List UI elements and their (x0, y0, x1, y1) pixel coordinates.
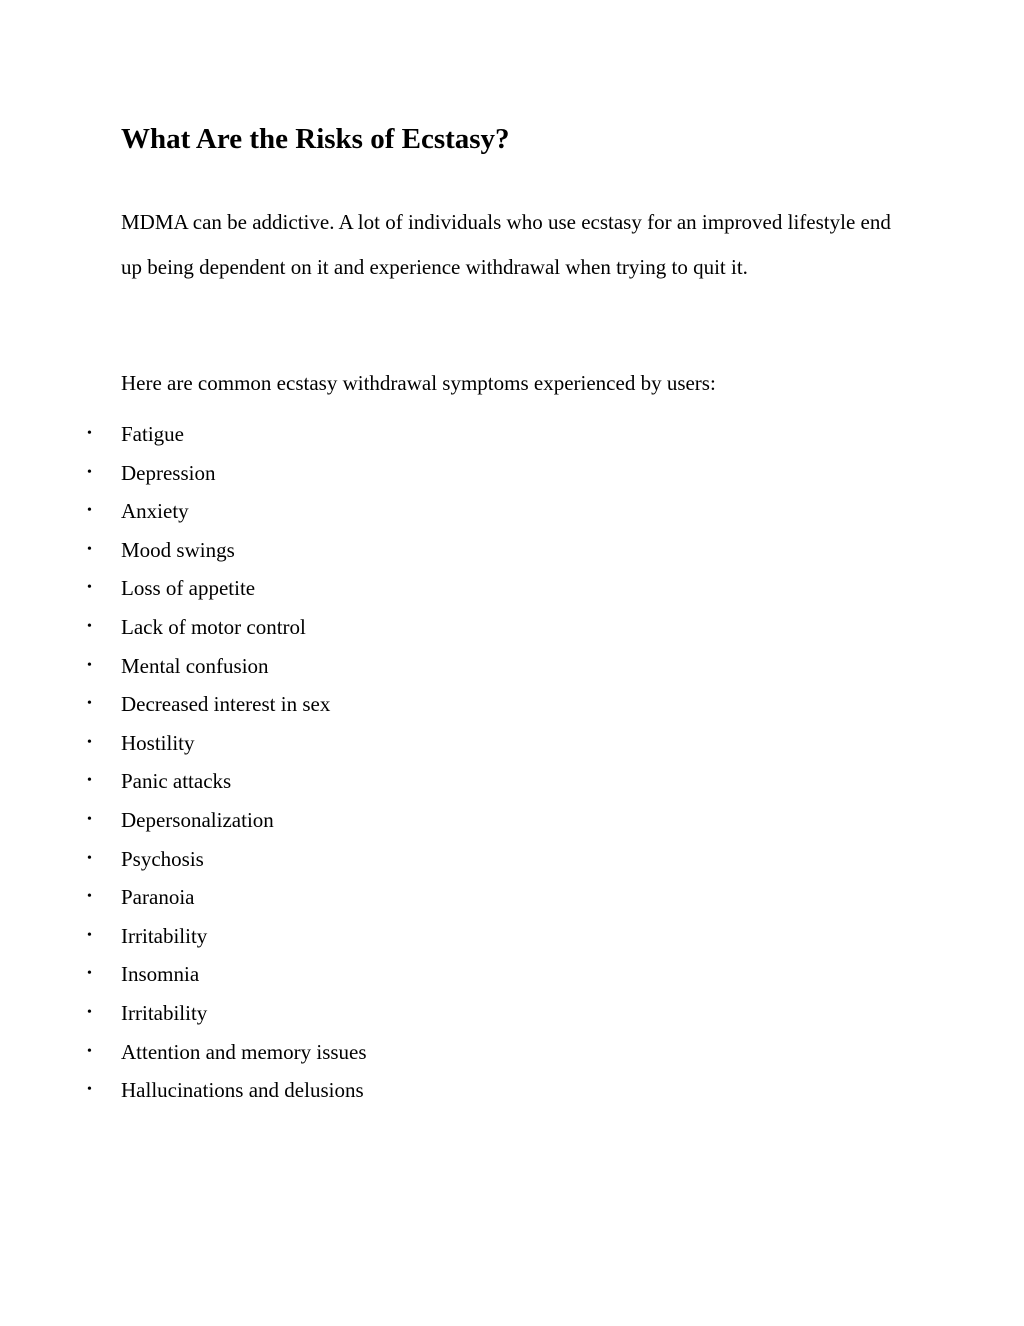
symptom-label: Mental confusion (121, 653, 269, 678)
symptom-label: Hostility (121, 730, 195, 755)
symptom-label: Fatigue (121, 422, 184, 446)
symptom-label: Mood swings (121, 537, 235, 562)
body-paragraph: MDMA can be addictive. A lot of individuals who use ecstasy for an improved lifestyle end up being dependent on it and experience withdrawal when trying to quit it. (121, 210, 891, 279)
symptom-label: Psychosis (121, 846, 204, 871)
bullet-icon: • (87, 773, 92, 789)
bullet-icon: • (87, 426, 92, 441)
bullet-icon: • (87, 618, 92, 634)
page-title: What Are the Risks of Ecstasy? (121, 123, 510, 155)
symptom-label: Lack of motor control (121, 614, 306, 639)
symptom-label: Depression (121, 460, 216, 485)
symptom-label: Anxiety (121, 499, 189, 524)
bullet-icon: • (87, 889, 92, 905)
symptom-label: Irritability (121, 1000, 208, 1025)
symptom-label: Irritability (121, 923, 208, 948)
symptom-label: Panic attacks (121, 769, 232, 794)
bullet-icon: • (87, 580, 92, 596)
bullet-icon: • (87, 1004, 92, 1020)
symptom-label: Paranoia (121, 885, 195, 910)
symptom-label: Insomnia (121, 962, 200, 987)
symptom-label: Depersonalization (121, 807, 274, 832)
bullet-icon: • (87, 811, 92, 827)
bullet-icon: • (87, 657, 92, 673)
bullet-icon: • (87, 1043, 92, 1059)
list-intro: Here are common ecstasy withdrawal symptoms experienced by users: (121, 371, 716, 395)
bullet-icon: • (87, 966, 92, 982)
bullet-icon: • (87, 541, 92, 557)
bullet-icon: • (87, 734, 92, 750)
bullet-icon: • (87, 464, 92, 480)
symptom-label: Loss of appetite (121, 576, 256, 601)
bullet-icon: • (87, 503, 92, 519)
bullet-icon: • (87, 1082, 92, 1098)
symptom-label: Attention and memory issues (121, 1039, 367, 1064)
bullet-icon: • (87, 696, 92, 712)
bullet-icon: • (87, 927, 92, 943)
symptom-label: Hallucinations and delusions (121, 1078, 364, 1103)
symptom-label: Decreased interest in sex (121, 692, 331, 717)
bullet-icon: • (87, 850, 92, 866)
